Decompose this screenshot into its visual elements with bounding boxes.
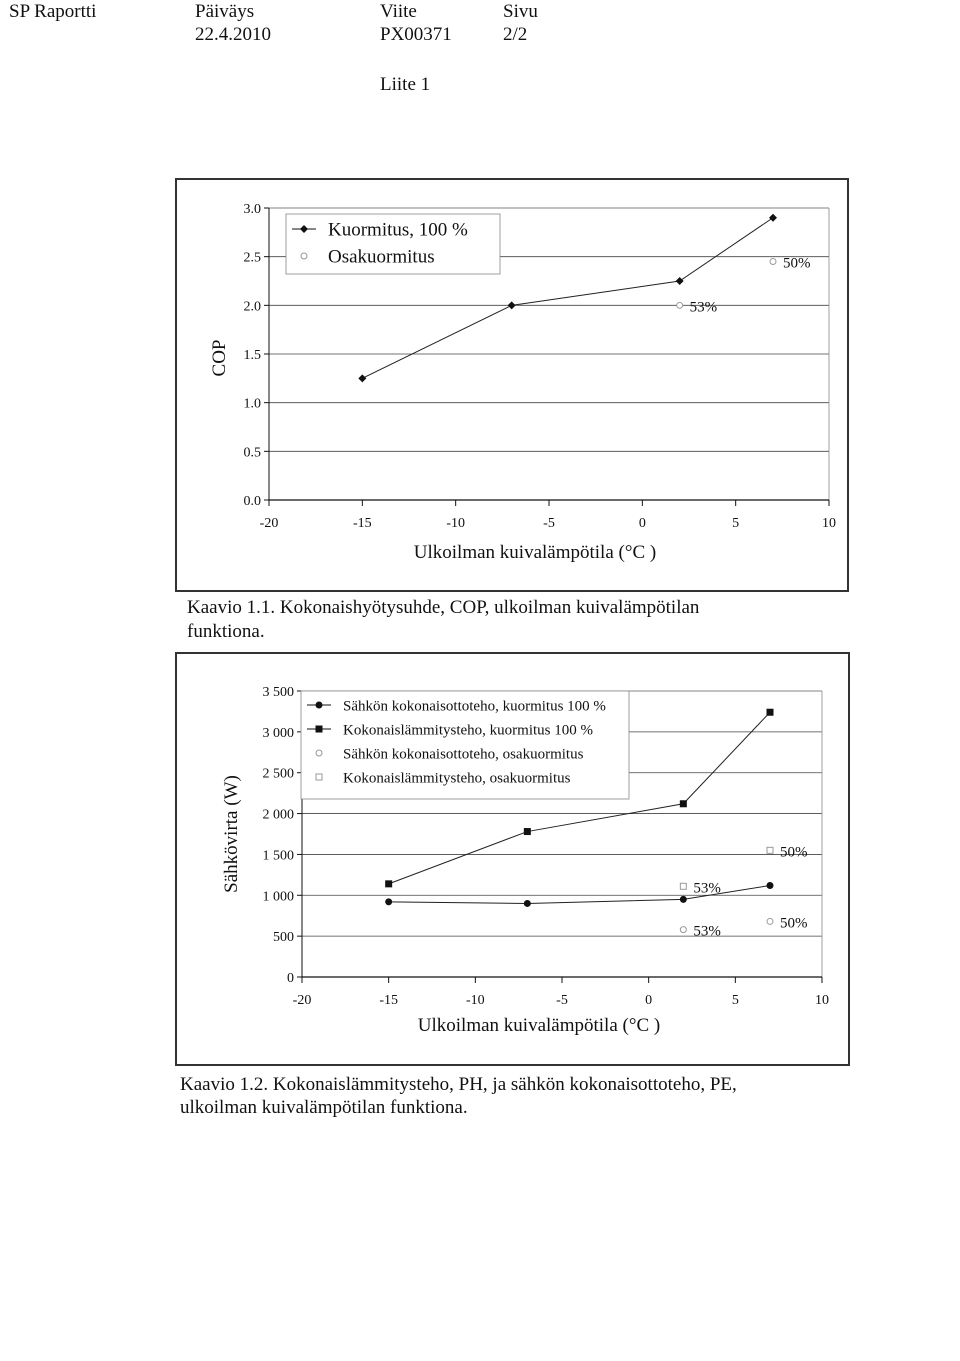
power-x-tick-label: 5 — [731, 993, 739, 1008]
cop-data-point — [770, 259, 776, 265]
cop-y-tick-label: 1.5 — [243, 348, 261, 363]
power-y-tick-label: 0 — [287, 971, 294, 986]
cop-x-tick-label: 10 — [822, 516, 836, 531]
power-data-label: 50% — [780, 915, 808, 932]
cop-data-point — [358, 374, 366, 382]
power-data-point — [524, 900, 531, 907]
power-data-point — [767, 709, 774, 716]
power-x-tick-label: 10 — [815, 993, 829, 1008]
power-data-point — [680, 896, 687, 903]
power-legend-entry: Kokonaislämmitysteho, kuormitus 100 % — [343, 722, 593, 739]
power-data-label: 50% — [780, 844, 808, 861]
power-x-tick-label: -5 — [556, 993, 568, 1008]
cop-chart-svg — [177, 180, 851, 594]
cop-data-point — [769, 214, 777, 222]
power-y-tick-label: 2 000 — [262, 807, 294, 823]
cop-data-label: 50% — [783, 255, 811, 272]
power-chart — [175, 652, 850, 1066]
page-value: 2/2 — [503, 24, 528, 45]
cop-x-tick-label: 5 — [732, 516, 740, 531]
reference-label: Viite — [380, 1, 417, 22]
power-y-tick-label: 500 — [273, 930, 294, 946]
power-data-point — [767, 882, 774, 889]
power-chart-svg — [177, 654, 852, 1068]
power-data-point — [767, 847, 773, 853]
power-x-tick-label: 0 — [645, 993, 653, 1008]
power-data-point — [680, 800, 687, 807]
power-data-label: 53% — [693, 880, 721, 897]
power-legend-entry: Kokonaislämmitysteho, osakuormitus — [343, 770, 571, 787]
cop-chart — [175, 178, 849, 592]
date-label: Päiväys — [195, 1, 255, 22]
power-y-tick-label: 1 500 — [262, 848, 294, 864]
cop-x-tick-label: -10 — [446, 516, 466, 531]
cop-x-tick-label: -20 — [259, 516, 279, 531]
power-x-axis-label: Ulkoilman kuivalämpötila (°C ) — [417, 1015, 661, 1036]
power-y-tick-label: 2 500 — [262, 766, 294, 782]
cop-y-tick-label: 2.5 — [243, 250, 261, 266]
power-legend-entry: Sähkön kokonaisottoteho, kuormitus 100 % — [343, 698, 606, 715]
report-name: SP Raportti — [9, 1, 97, 22]
cop-data-point — [508, 301, 516, 309]
cop-x-tick-label: -15 — [352, 516, 372, 531]
chart2-caption-line1: Kaavio 1.2. Kokonaislämmitysteho, PH, ja sähkön kokonaisottoteho, PE, — [180, 1074, 737, 1095]
chart1-caption-line2: funktiona. — [187, 621, 265, 642]
cop-x-axis-label: Ulkoilman kuivalämpötila (°C ) — [413, 542, 657, 563]
date-value: 22.4.2010 — [195, 24, 271, 45]
power-legend-entry: Sähkön kokonaisottoteho, osakuormitus — [343, 746, 584, 763]
power-legend-marker — [316, 750, 322, 756]
power-legend-marker — [316, 774, 322, 780]
cop-data-label: 53% — [689, 299, 718, 316]
cop-x-tick-label: 0 — [638, 516, 646, 531]
power-x-tick-label: -15 — [379, 993, 399, 1008]
power-data-point — [680, 927, 686, 933]
cop-y-axis-label: COP — [209, 339, 230, 377]
cop-y-tick-label: 0.0 — [243, 494, 261, 509]
power-data-point — [767, 918, 773, 924]
power-legend-marker — [316, 726, 323, 733]
power-y-tick-label: 1 000 — [262, 889, 294, 905]
power-legend-marker — [316, 702, 323, 709]
cop-legend-entry: Osakuormitus — [328, 246, 435, 268]
power-x-tick-label: -10 — [465, 993, 485, 1008]
cop-legend-entry: Kuormitus, 100 % — [328, 219, 468, 241]
cop-y-tick-label: 1.0 — [243, 396, 261, 412]
power-data-point — [524, 828, 531, 835]
cop-y-tick-label: 2.0 — [243, 299, 261, 315]
chart2-caption-line2: ulkoilman kuivalämpötilan funktiona. — [180, 1097, 468, 1118]
cop-y-tick-label: 3.0 — [243, 202, 261, 217]
power-x-tick-label: -20 — [292, 993, 312, 1008]
reference-value: PX00371 — [380, 24, 452, 45]
cop-data-point — [677, 302, 683, 308]
power-y-axis-label: Sähkövirta (W) — [221, 775, 242, 893]
appendix-label: Liite 1 — [380, 74, 431, 95]
cop-data-point — [676, 277, 684, 285]
power-data-point — [680, 883, 686, 889]
power-y-tick-label: 3 500 — [262, 685, 294, 700]
cop-x-tick-label: -5 — [543, 516, 555, 531]
chart1-caption-line1: Kaavio 1.1. Kokonaishyötysuhde, COP, ulkoilman kuivalämpötilan — [187, 597, 700, 618]
page-label: Sivu — [503, 1, 538, 22]
power-data-point — [385, 880, 392, 887]
power-data-point — [385, 898, 392, 905]
cop-y-tick-label: 0.5 — [243, 445, 261, 461]
power-y-tick-label: 3 000 — [262, 725, 294, 741]
power-data-label: 53% — [693, 923, 721, 940]
cop-legend-marker — [301, 253, 307, 259]
